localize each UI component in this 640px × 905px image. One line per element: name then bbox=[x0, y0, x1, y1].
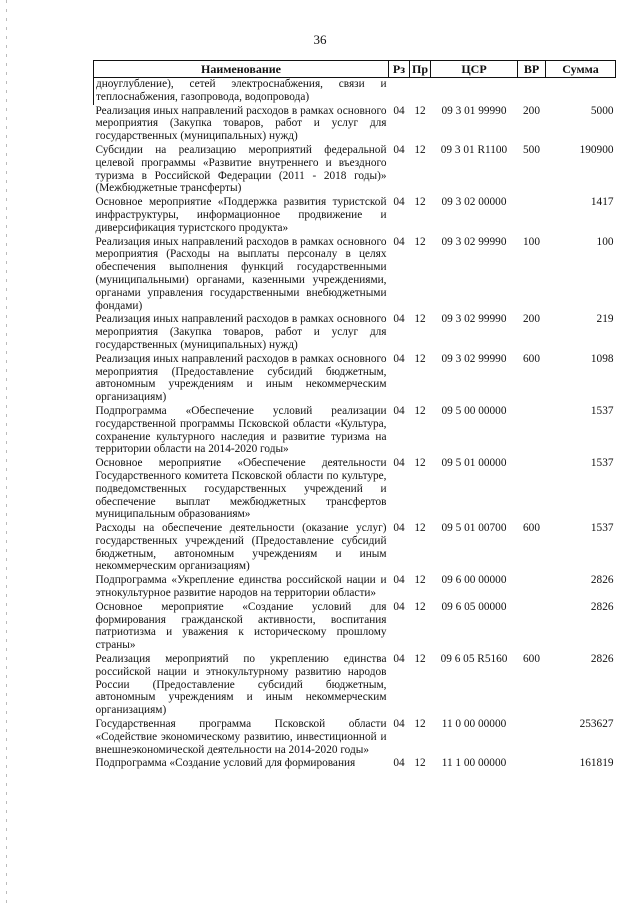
table-row bbox=[94, 105, 616, 144]
cell-rz: 04 bbox=[393, 522, 405, 535]
table-row bbox=[94, 457, 616, 522]
column-header-pr: Пр bbox=[410, 61, 431, 78]
cell-name: Государственная программа Псковской области «Содействие экономическому развитию, инвестиционной и внешнеэкономической деятельности на 2014-2020 годы» bbox=[95, 718, 387, 756]
cell-sum: 1537 bbox=[590, 457, 614, 470]
cell-sum: 100 bbox=[596, 235, 614, 248]
cell-sum: 5000 bbox=[590, 104, 614, 117]
cell-csr: 09 3 01 R1100 bbox=[440, 143, 508, 156]
column-header-name: Наименование bbox=[94, 61, 389, 78]
cell-sum: 2826 bbox=[590, 574, 614, 587]
cell-sum: 1417 bbox=[590, 196, 614, 209]
cell-pr: 12 bbox=[414, 457, 426, 470]
budget-table bbox=[93, 60, 616, 771]
cell-rz: 04 bbox=[393, 457, 405, 470]
cell-rz: 04 bbox=[393, 235, 405, 248]
cell-name: Расходы на обеспечение деятельности (оказание услуг) государственных учреждений (Предоставление субсидий бюджетным, автономным учреждениям и иным некоммерческим организациям) bbox=[95, 522, 387, 573]
cell-rz: 04 bbox=[393, 757, 405, 770]
table-row bbox=[94, 144, 616, 196]
cell-sum: 2826 bbox=[590, 600, 614, 613]
cell-csr: 11 0 00 00000 bbox=[441, 718, 507, 731]
table-row bbox=[94, 574, 616, 601]
cell-sum: 219 bbox=[596, 313, 614, 326]
cell-rz: 04 bbox=[393, 313, 405, 326]
table-header bbox=[94, 61, 616, 78]
cell-pr: 12 bbox=[414, 522, 426, 535]
cell-vr bbox=[518, 457, 546, 522]
column-header-vr: ВР bbox=[518, 61, 546, 78]
cell-sum: 1537 bbox=[590, 522, 614, 535]
cell-rz: 04 bbox=[393, 404, 405, 417]
cell-rz: 04 bbox=[393, 143, 405, 156]
cell-name: дноуглубление), сетей электроснабжения, связи и теплоснабжения, газопровода, водопровода) bbox=[94, 78, 389, 105]
column-header-csr: ЦСР bbox=[431, 61, 518, 78]
cell-name: Реализация мероприятий по укреплению единства российской нации и этнокультурному развитию народов России (Предоставление субсидий бюджетным, автономным учреждениям и иным некоммерческим организациям) bbox=[95, 653, 387, 717]
scan-edge-marks bbox=[6, 0, 7, 905]
cell-name: Подпрограмма «Укрепление единства российской нации и этнокультурное развитие народов на территории области» bbox=[95, 574, 387, 600]
cell-vr bbox=[518, 574, 546, 601]
cell-rz: 04 bbox=[393, 196, 405, 209]
cell-csr: 09 6 05 00000 bbox=[441, 600, 507, 613]
cell-vr: 600 bbox=[523, 522, 540, 535]
cell-pr: 12 bbox=[414, 104, 426, 117]
cell-csr: 09 5 01 00700 bbox=[441, 522, 507, 535]
cell-name: Подпрограмма «Обеспечение условий реализации государственной программы Псковской области «Культура, сохранение культурного наследия и развитие туризма на территории области на 2014-2020 годы» bbox=[95, 404, 387, 456]
cell-pr: 12 bbox=[414, 235, 426, 248]
cell-name: Реализация иных направлений расходов в рамках основного мероприятия (Закупка товаров, работ и услуг для государственных (муниципальных) нужд) bbox=[95, 313, 387, 351]
table-row bbox=[94, 522, 616, 574]
table-row bbox=[94, 601, 616, 653]
cell-pr: 12 bbox=[414, 574, 426, 587]
cell-vr bbox=[518, 718, 546, 757]
page-number: 36 bbox=[313, 32, 327, 47]
cell-pr bbox=[410, 78, 431, 105]
cell-pr: 12 bbox=[414, 757, 426, 770]
cell-vr: 600 bbox=[523, 352, 540, 365]
table-row bbox=[94, 313, 616, 352]
cell-name: Реализация иных направлений расходов в рамках основного мероприятия (Закупка товаров, работ и услуг для государственных (муниципальных) нужд) bbox=[95, 104, 387, 143]
cell-sum: 1537 bbox=[590, 404, 614, 417]
table-row bbox=[94, 757, 616, 771]
cell-csr: 09 3 01 99990 bbox=[441, 104, 507, 117]
cell-name: Основное мероприятие «Обеспечение деятельности Государственного комитета Псковской области по культуре, подведомственных государственных учреждений и обеспечение выплат межбюджетных трансфертов муниципальным образованиям» bbox=[95, 457, 387, 521]
cell-csr bbox=[431, 78, 518, 105]
cell-vr bbox=[518, 601, 546, 653]
cell-pr: 12 bbox=[414, 143, 426, 156]
cell-csr: 09 3 02 99990 bbox=[441, 235, 507, 248]
cell-vr bbox=[518, 757, 546, 771]
cell-csr: 11 1 00 00000 bbox=[441, 757, 507, 770]
table-row bbox=[94, 236, 616, 314]
cell-rz: 04 bbox=[393, 653, 405, 666]
cell-sum: 161819 bbox=[579, 757, 614, 770]
cell-rz: 04 bbox=[393, 574, 405, 587]
cell-sum: 253627 bbox=[579, 718, 614, 731]
cell-csr: 09 6 00 00000 bbox=[441, 574, 507, 587]
cell-vr: 100 bbox=[523, 235, 540, 248]
cell-vr bbox=[518, 78, 546, 105]
column-header-sum: Сумма bbox=[546, 61, 616, 78]
cell-csr: 09 5 00 00000 bbox=[441, 404, 507, 417]
cell-pr: 12 bbox=[414, 600, 426, 613]
cell-name: Подпрограмма «Создание условий для формирования bbox=[95, 757, 356, 770]
cell-vr bbox=[518, 196, 546, 235]
cell-sum: 190900 bbox=[579, 143, 614, 156]
cell-vr: 200 bbox=[523, 104, 540, 117]
cell-csr: 09 3 02 99990 bbox=[441, 313, 507, 326]
cell-pr: 12 bbox=[414, 718, 426, 731]
cell-csr: 09 6 05 R5160 bbox=[440, 653, 508, 666]
cell-name: Реализация иных направлений расходов в рамках основного мероприятия (Расходы на выплаты персоналу в целях обеспечения выполнения функций государственными (муниципальными) органами, казенными учреждениями, органами управления государственными внебюджетными фондами) bbox=[95, 235, 387, 312]
table-row bbox=[94, 405, 616, 457]
column-header-rz: Рз bbox=[389, 61, 410, 78]
cell-vr: 500 bbox=[523, 143, 540, 156]
cell-rz: 04 bbox=[393, 718, 405, 731]
cell-sum: 1098 bbox=[590, 352, 614, 365]
cell-name: Субсидии на реализацию мероприятий федеральной целевой программы «Развитие внутреннего и въездного туризма в Российской Федерации (2011 - 2018 годы)» (Межбюджетные трансферты) bbox=[95, 143, 387, 195]
cell-rz bbox=[389, 78, 410, 105]
cell-pr: 12 bbox=[414, 404, 426, 417]
table-row bbox=[94, 353, 616, 405]
cell-vr: 600 bbox=[523, 653, 540, 666]
table-row bbox=[94, 196, 616, 235]
cell-pr: 12 bbox=[414, 653, 426, 666]
cell-csr: 09 3 02 99990 bbox=[441, 352, 507, 365]
cell-pr: 12 bbox=[414, 196, 426, 209]
cell-sum: 2826 bbox=[590, 653, 614, 666]
cell-vr: 200 bbox=[523, 313, 540, 326]
table-row bbox=[94, 78, 616, 105]
cell-rz: 04 bbox=[393, 352, 405, 365]
cell-pr: 12 bbox=[414, 313, 426, 326]
cell-csr: 09 5 01 00000 bbox=[441, 457, 507, 470]
cell-pr: 12 bbox=[414, 352, 426, 365]
cell-rz: 04 bbox=[393, 600, 405, 613]
table-body bbox=[94, 78, 616, 772]
cell-vr bbox=[518, 405, 546, 457]
table-row bbox=[94, 653, 616, 718]
cell-rz: 04 bbox=[393, 104, 405, 117]
cell-csr: 09 3 02 00000 bbox=[441, 196, 507, 209]
cell-name: Реализация иных направлений расходов в рамках основного мероприятия (Предоставление субсидий бюджетным, автономным учреждениям и иным некоммерческим организациям) bbox=[95, 352, 387, 404]
cell-name: Основное мероприятие «Создание условий для формирования гражданской активности, воспитания патриотизма и уважения к историческому прошлому страны» bbox=[95, 600, 387, 652]
cell-name: Основное мероприятие «Поддержка развития туристской инфраструктуры, информационное продвижение и диверсификация туристского продукта» bbox=[95, 196, 387, 234]
table-row bbox=[94, 718, 616, 757]
cell-sum bbox=[546, 78, 616, 105]
